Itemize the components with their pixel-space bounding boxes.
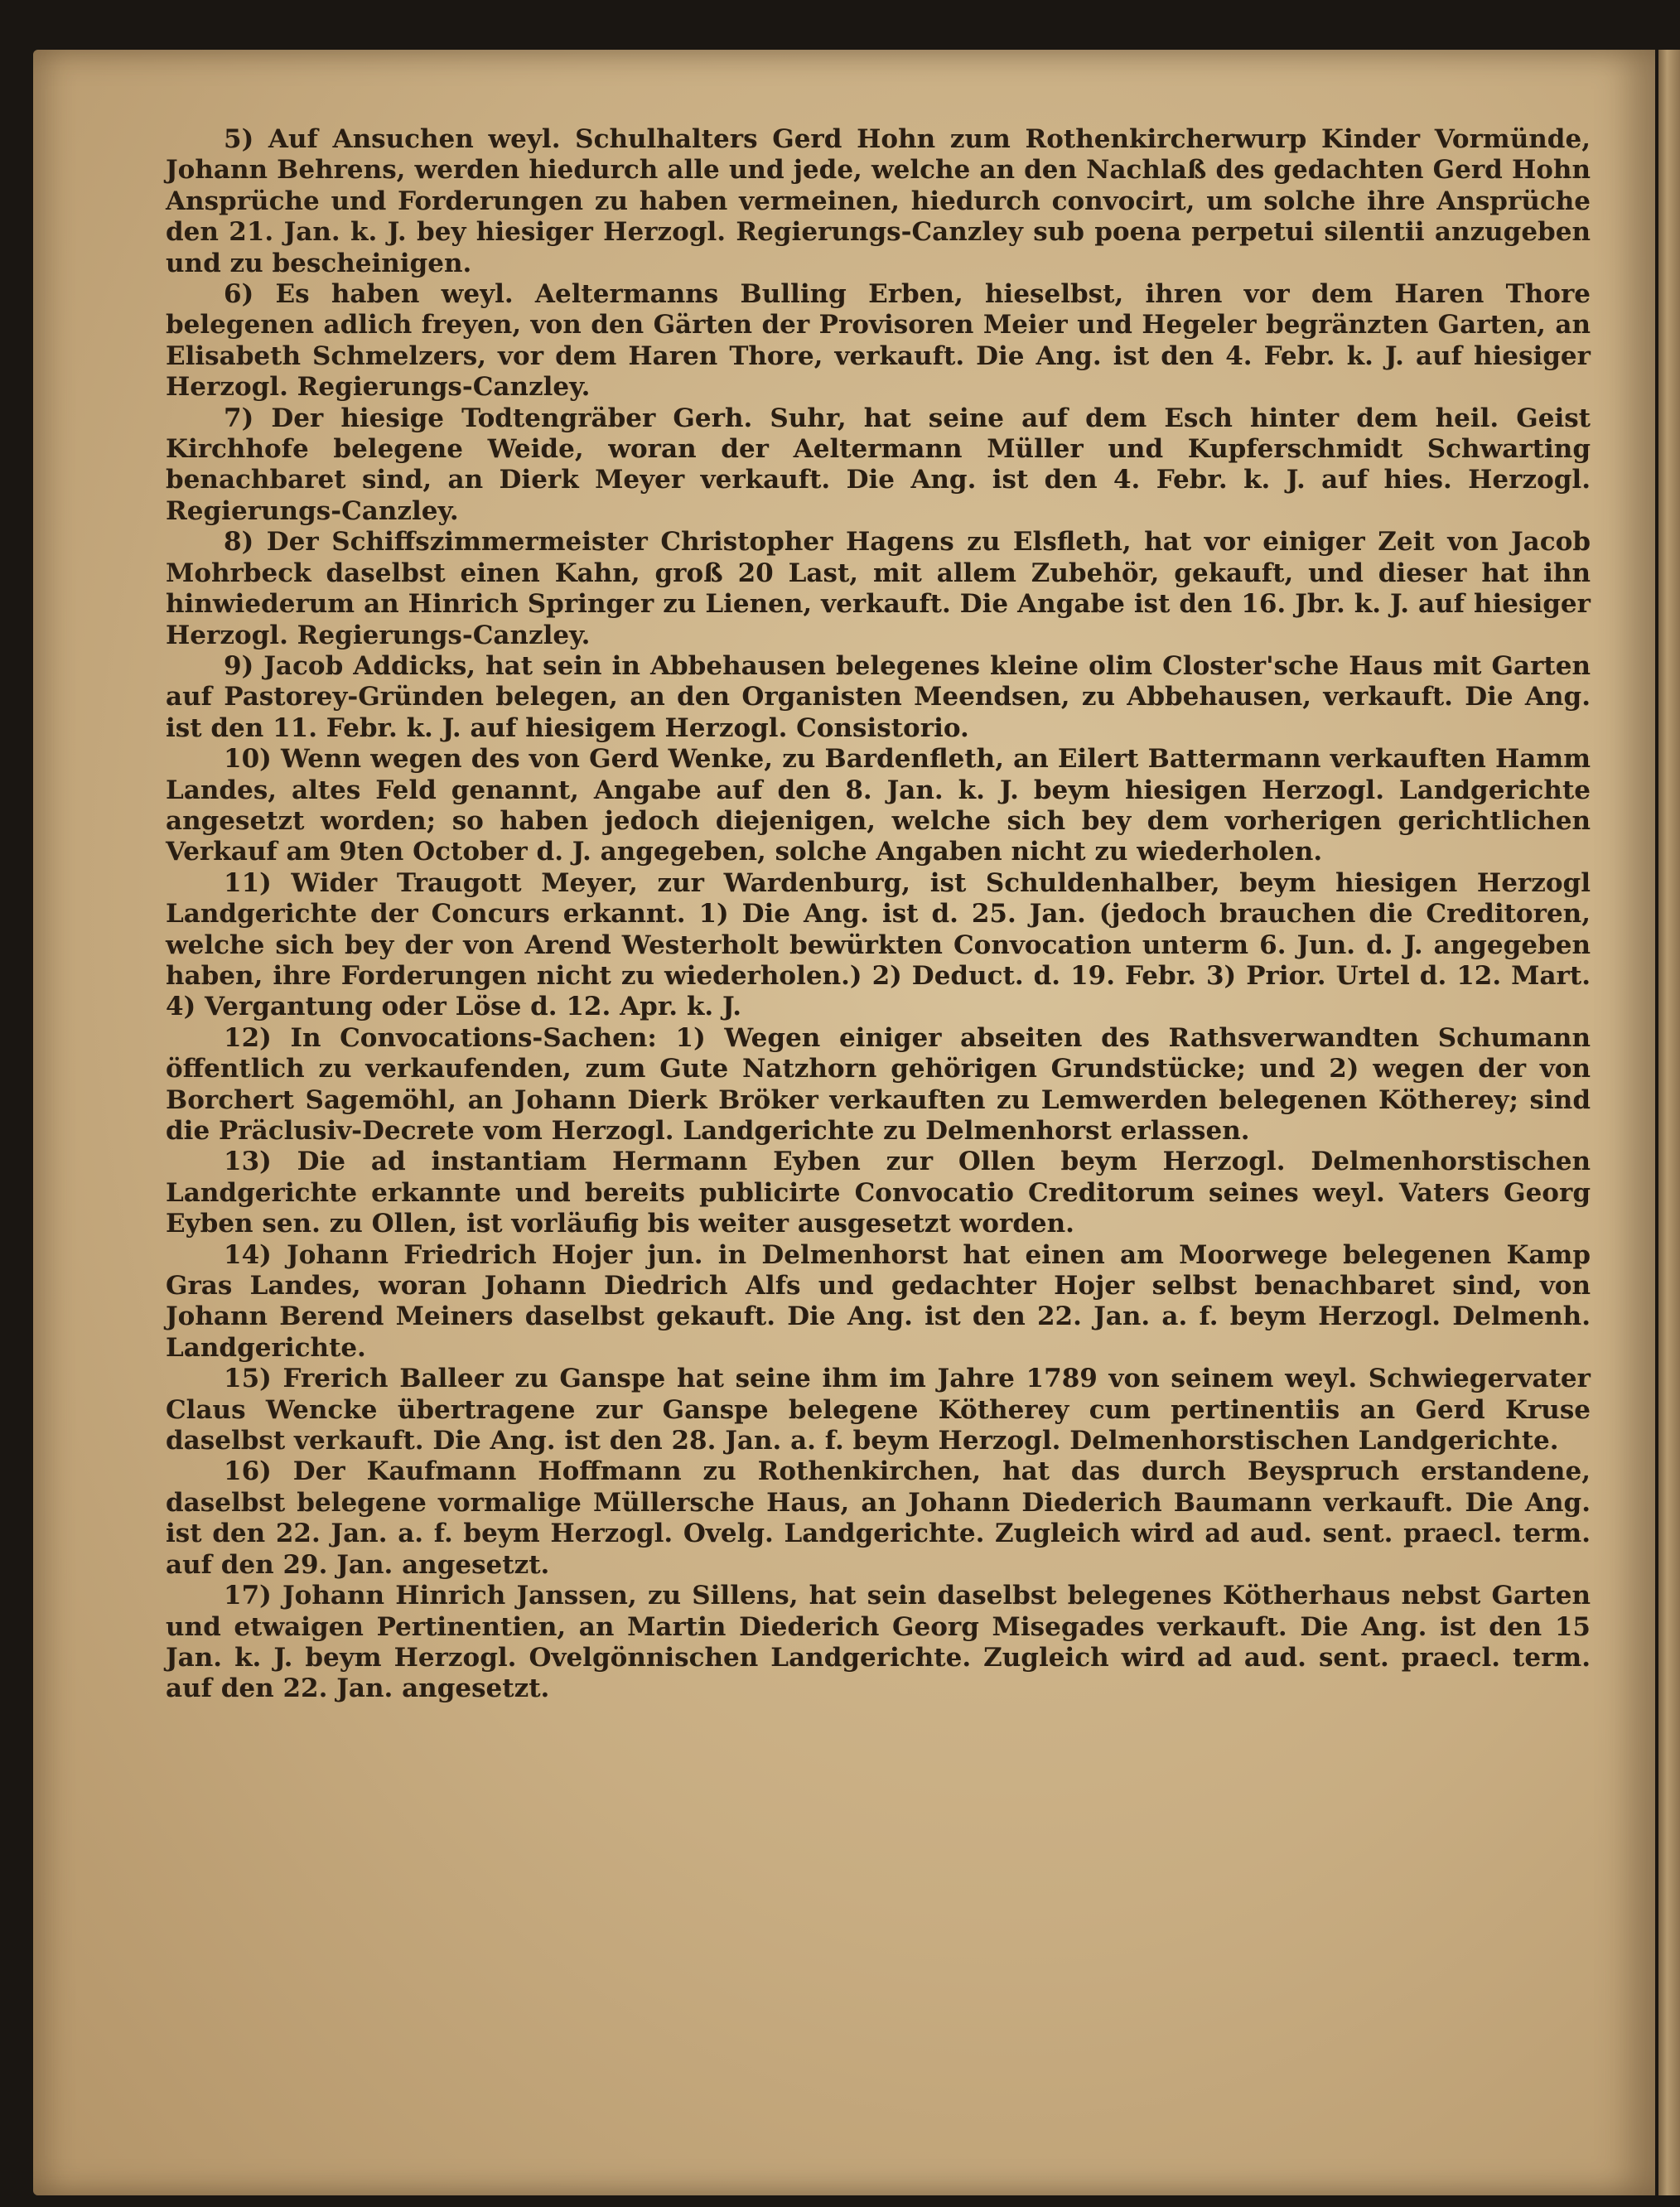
page-edge <box>1658 50 1680 2195</box>
notice-entry-17: 17) Johann Hinrich Janssen, zu Sillens, hat sein daselbst belegenes Kötherhaus nebst Garten und etwaigen Pertinentien, an Martin Diederich Georg Misegades verkauft. Die Ang. ist den 15 Jan. k. J. beym Herzogl. Ovelgönnischen Landgerichte. Zugleich wird ad aud. sent. praecl. term. auf den 22. Jan. angesetzt. <box>166 1581 1591 1704</box>
notice-entry-11: 11) Wider Traugott Meyer, zur Wardenburg, ist Schuldenhalber, beym hiesigen Herzogl Landgerichte der Concurs erkannt. 1) Die Ang. ist d. 25. Jan. (jedoch brauchen die Creditoren, welche sich bey der von Arend Westerholt bewürkten Convocation unterm 6. Jun. d. J. angegeben haben, ihre Forderungen nicht zu wiederholen.) 2) Deduct. d. 19. Febr. 3) Prior. Urtel d. 12. Mart. 4) Vergantung oder Löse d. 12. Apr. k. J. <box>166 867 1591 1022</box>
notice-entry-14: 14) Johann Friedrich Hojer jun. in Delmenhorst hat einen am Moorwege belegenen Kamp Gras Landes, woran Johann Diedrich Alfs und gedachter Hojer selbst benachbaret sind, von Johann Berend Meiners daselbst gekauft. Die Ang. ist den 22. Jan. a. f. beym Herzogl. Delmenh. Landgerichte. <box>166 1239 1591 1363</box>
notice-entry-6: 6) Es haben weyl. Aeltermanns Bulling Erben, hieselbst, ihren vor dem Haren Thore belegenen adlich freyen, von den Gärten der Provisoren Meier und Hegeler begränzten Garten, an Elisabeth Schmelzers, vor dem Haren Thore, verkauft. Die Ang. ist den 4. Febr. k. J. auf hiesiger Herzogl. Regierungs-Canzley. <box>166 279 1591 403</box>
notice-text <box>166 124 1591 1705</box>
notice-entry-7: 7) Der hiesige Todtengräber Gerh. Suhr, hat seine auf dem Esch hinter dem heil. Geist Kirchhofe belegene Weide, woran der Aeltermann Müller und Kupferschmidt Schwarting benachbaret sind, an Dierk Meyer verkauft. Die Ang. ist den 4. Febr. k. J. auf hies. Herzogl. Regierungs-Canzley. <box>166 403 1591 526</box>
notice-entry-16: 16) Der Kaufmann Hoffmann zu Rothenkirchen, hat das durch Beyspruch erstandene, daselbst belegene vormalige Müllersche Haus, an Johann Diederich Baumann verkauft. Die Ang. ist den 22. Jan. a. f. beym Herzogl. Ovelg. Landgerichte. Zugleich wird ad aud. sent. praecl. term. auf den 29. Jan. angesetzt. <box>166 1456 1591 1580</box>
notice-entry-15: 15) Frerich Balleer zu Ganspe hat seine ihm im Jahre 1789 von seinem weyl. Schwiegervater Claus Wencke übertragene zur Ganspe belegene Kötherey cum pertinentiis an Gerd Kruse daselbst verkauft. Die Ang. ist den 28. Jan. a. f. beym Herzogl. Delmenhorstischen Landgerichte. <box>166 1364 1591 1456</box>
notice-entry-8: 8) Der Schiffszimmermeister Christopher Hagens zu Elsfleth, hat vor einiger Zeit von Jacob Mohrbeck daselbst einen Kahn, groß 20 Last, mit allem Zubehör, gekauft, und dieser hat ihn hinwiederum an Hinrich Springer zu Lienen, verkauft. Die Angabe ist den 16. Jbr. k. J. auf hiesiger Herzogl. Regierungs-Canzley. <box>166 527 1591 650</box>
notice-entry-13: 13) Die ad instantiam Hermann Eyben zur Ollen beym Herzogl. Delmenhorstischen Landgerichte erkannte und bereits publicirte Convocatio Creditorum seines weyl. Vaters Georg Eyben sen. zu Ollen, ist vorläufig bis weiter ausgesetzt worden. <box>166 1147 1591 1239</box>
notice-entry-12: 12) In Convocations-Sachen: 1) Wegen einiger abseiten des Rathsverwandten Schumann öffentlich zu verkaufenden, zum Gute Natzhorn gehörigen Grundstücke; und 2) wegen der von Borchert Sagemöhl, an Johann Dierk Bröker verkauften zu Lemwerden belegenen Kötherey; sind die Präclusiv-Decrete vom Herzogl. Landgerichte zu Delmenhorst erlassen. <box>166 1022 1591 1146</box>
notice-entry-5: 5) Auf Ansuchen weyl. Schulhalters Gerd Hohn zum Rothenkircherwurp Kinder Vormünde, Johann Behrens, werden hiedurch alle und jede, welche an den Nachlaß des gedachten Gerd Hohn Ansprüche und Forderungen zu haben vermeinen, hiedurch convocirt, um solche ihre Ansprüche den 21. Jan. k. J. bey hiesiger Herzogl. Regierungs-Canzley sub poena perpetui silentii anzugeben und zu bescheinigen. <box>166 124 1591 278</box>
notice-entry-10: 10) Wenn wegen des von Gerd Wenke, zu Bardenfleth, an Eilert Battermann verkauften Hamm Landes, altes Feld genannt, Angabe auf den 8. Jan. k. J. beym hiesigen Herzogl. Landgerichte angesetzt worden; so haben jedoch diejenigen, welche sich bey dem vorherigen gerichtlichen Verkauf am 9ten October d. J. angegeben, solche Angaben nicht zu wiederholen. <box>166 744 1591 867</box>
notice-entry-9: 9) Jacob Addicks, hat sein in Abbehausen belegenes kleine olim Closter'sche Haus mit Garten auf Pastorey-Gründen belegen, an den Organisten Meendsen, zu Abbehausen, verkauft. Die Ang. ist den 11. Febr. k. J. auf hiesigem Herzogl. Consistorio. <box>166 650 1591 743</box>
